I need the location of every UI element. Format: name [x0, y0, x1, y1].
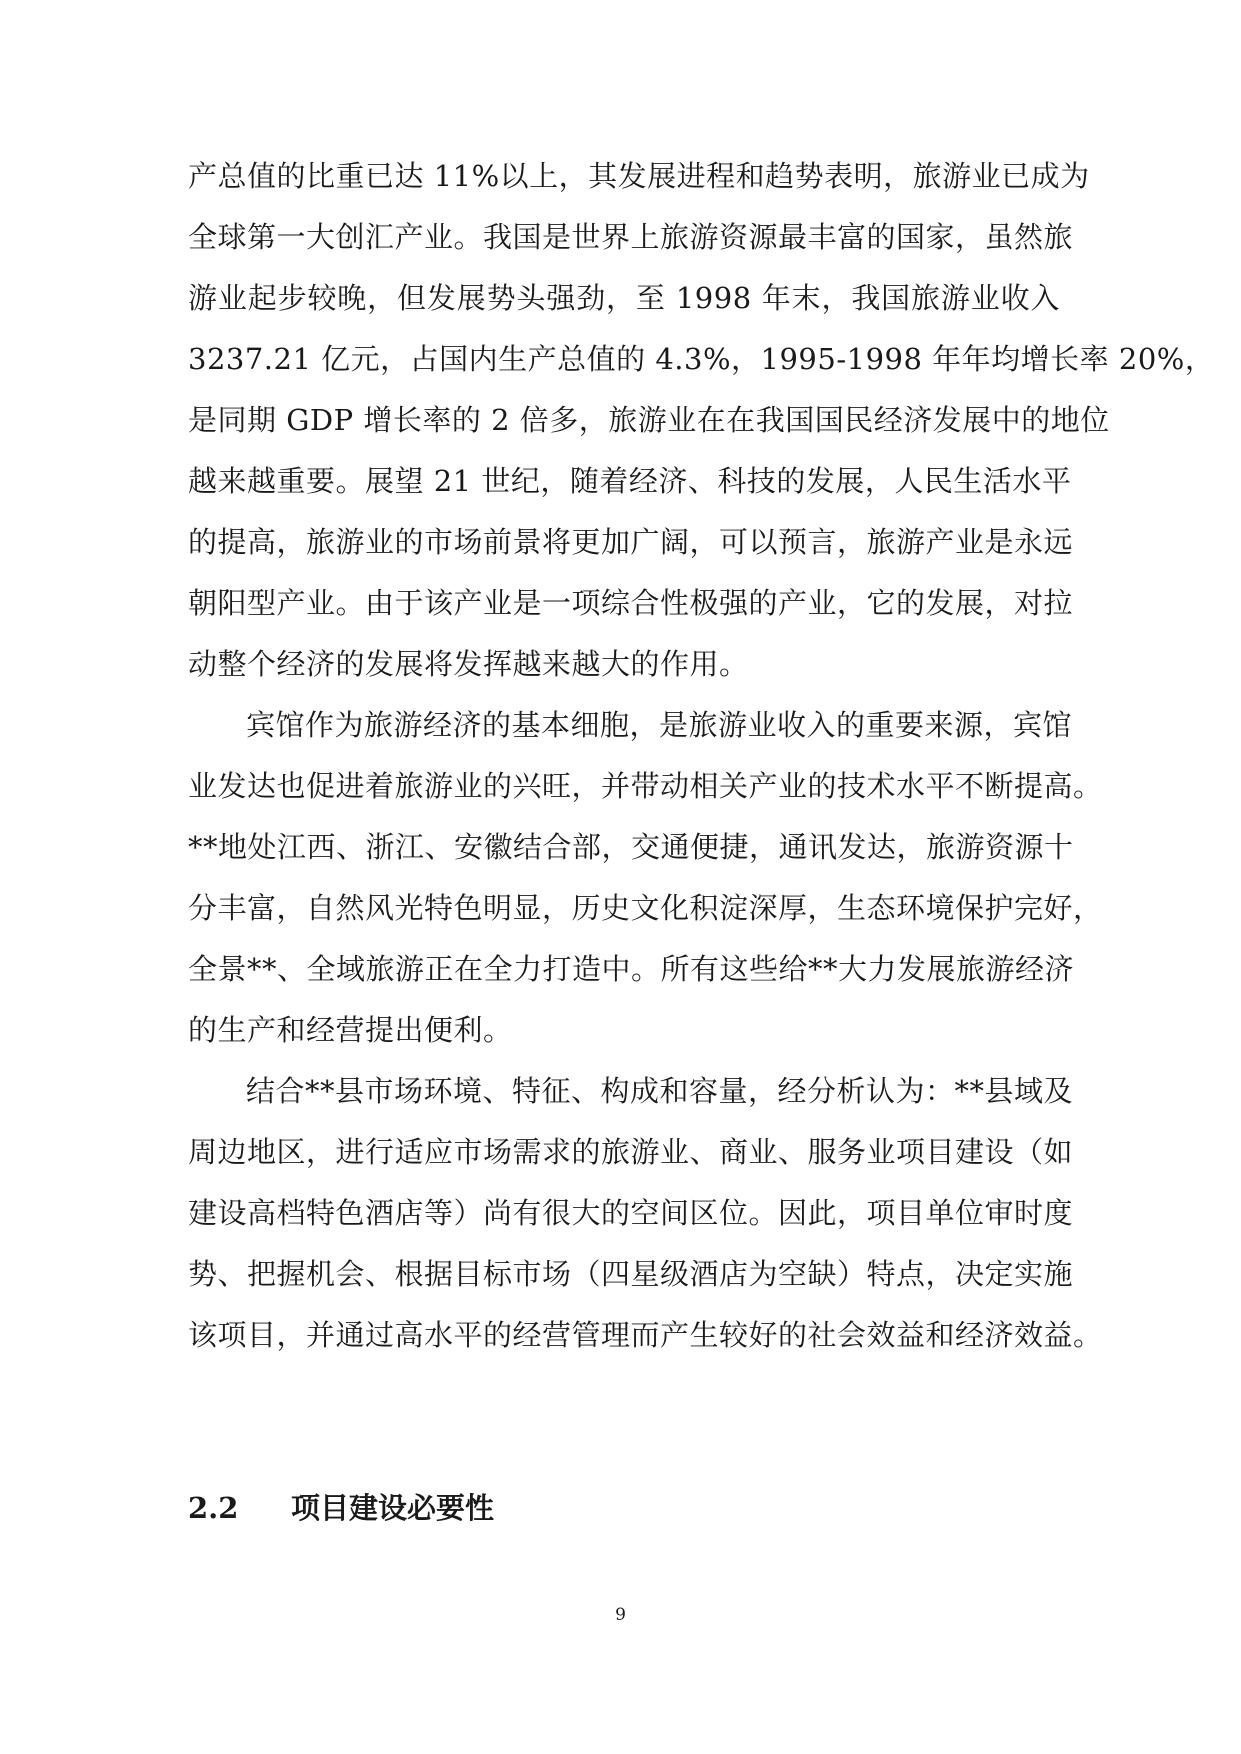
body-text: [188, 156, 1215, 1376]
section-title: 项目建设必要性: [291, 1491, 495, 1525]
paragraph-3-line: 势、把握机会、根据目标市场（四星级酒店为空缺）特点，决定实施: [188, 1257, 1074, 1291]
paragraph-3-line: 周边地区，进行适应市场需求的旅游业、商业、服务业项目建设（如: [188, 1135, 1074, 1169]
section-heading: [188, 1488, 494, 1528]
paragraph-2-line: 的生产和经营提出便利。: [188, 1013, 513, 1047]
paragraph-2-line: 宾馆作为旅游经济的基本细胞，是旅游业收入的重要来源，宾馆: [246, 708, 1073, 742]
paragraph-3-line: 结合**县市场环境、特征、构成和容量，经分析认为：**县域及: [246, 1074, 1074, 1108]
paragraph-2-line: **地处江西、浙江、安徽结合部，交通便捷，通讯发达，旅游资源十: [188, 830, 1074, 864]
paragraph-1-line: 游业起步较晚，但发展势头强劲，至 1998 年末，我国旅游业收入: [188, 281, 1060, 315]
paragraph-1-line: 朝阳型产业。由于该产业是一项综合性极强的产业，它的发展，对拉: [188, 586, 1074, 620]
paragraph-3-line: 建设高档特色酒店等）尚有很大的空间区位。因此，项目单位审时度: [188, 1196, 1074, 1230]
paragraph-1-line: 产总值的比重已达 11%以上，其发展进程和趋势表明，旅游业已成为: [188, 159, 1090, 193]
paragraph-2-line: 全景**、全域旅游正在全力打造中。所有这些给**大力发展旅游经济: [188, 952, 1075, 986]
paragraph-2-line: 业发达也促进着旅游业的兴旺，并带动相关产业的技术水平不断提高。: [188, 769, 1103, 803]
paragraph-1-line: 动整个经济的发展将发挥越来越大的作用。: [188, 647, 749, 681]
paragraph-1-line: 的提高，旅游业的市场前景将更加广阔，可以预言，旅游产业是永远: [188, 525, 1074, 559]
paragraph-1-line: 是同期 GDP 增长率的 2 倍多，旅游业在在我国国民经济发展中的地位: [188, 403, 1110, 437]
page-number: 9: [615, 1605, 626, 1625]
paragraph-2-line: 分丰富，自然风光特色明显，历史文化积淀深厚，生态环境保护完好，: [188, 891, 1103, 925]
paragraph-3-line: 该项目，并通过高水平的经营管理而产生较好的社会效益和经济效益。: [188, 1318, 1103, 1352]
paragraph-1-line: 越来越重要。展望 21 世纪，随着经济、科技的发展，人民生活水平: [188, 464, 1072, 498]
paragraph-1-line: 3237.21 亿元，占国内生产总值的 4.3%，1995-1998 年年均增长率 20%，: [188, 342, 1215, 376]
paragraph-1-line: 全球第一大创汇产业。我国是世界上旅游资源最丰富的国家，虽然旅: [188, 220, 1074, 254]
section-number: 2.2: [188, 1491, 239, 1525]
